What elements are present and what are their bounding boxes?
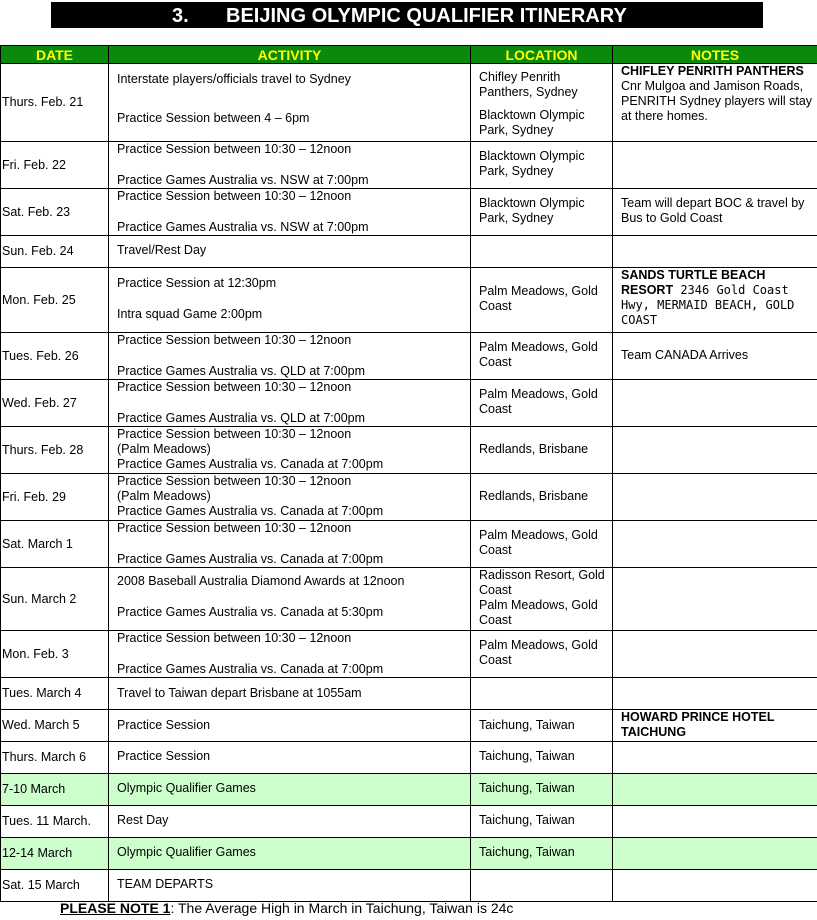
notes-cell — [613, 142, 817, 189]
table-row — [1, 333, 817, 380]
date-cell: Sun. Feb. 24 — [1, 236, 109, 268]
date-cell: Fri. Feb. 29 — [1, 474, 109, 521]
activity-line: Practice Games Australia vs. NSW at 7:00pm — [117, 173, 369, 187]
activity-cell — [109, 380, 471, 427]
location-line: Blacktown Olympic Park, Sydney — [479, 108, 585, 137]
activity-line: Practice Games Australia vs. Canada at 5:30pm — [117, 605, 384, 619]
location-line: Radisson Resort, Gold Coast — [479, 568, 605, 597]
location-cell — [471, 333, 613, 380]
header-date: DATE — [1, 46, 109, 64]
notes-cell — [613, 568, 817, 631]
activity-line: Practice Games Australia vs. Canada at 7:00pm — [117, 457, 384, 471]
table-row — [1, 870, 817, 902]
notes-text: Team CANADA Arrives — [621, 348, 749, 362]
location-cell — [471, 236, 613, 268]
activity-line: Practice Games Australia vs. QLD at 7:00pm — [117, 411, 366, 425]
location-cell — [471, 474, 613, 521]
date-cell: Mon. Feb. 25 — [1, 268, 109, 333]
activity-cell — [109, 870, 471, 902]
location-line: Taichung, Taiwan — [479, 845, 575, 859]
notes-cell — [613, 870, 817, 902]
date-cell: Thurs. March 6 — [1, 742, 109, 774]
location-line: Taichung, Taiwan — [479, 749, 575, 763]
location-line: Redlands, Brisbane — [479, 442, 589, 456]
activity-cell — [109, 774, 471, 806]
activity-line: Olympic Qualifier Games — [117, 845, 256, 859]
header-location: LOCATION — [471, 46, 613, 64]
location-line: Palm Meadows, Gold Coast — [479, 284, 598, 313]
table-row — [1, 710, 817, 742]
activity-line: Practice Session between 4 – 6pm — [117, 111, 310, 125]
notes-heading: CHIFLEY PENRITH PANTHERS — [621, 64, 804, 78]
itinerary-rows — [1, 64, 817, 902]
location-line: Taichung, Taiwan — [479, 718, 575, 732]
activity-cell — [109, 742, 471, 774]
table-row — [1, 678, 817, 710]
location-line: Palm Meadows, Gold Coast — [479, 598, 598, 627]
location-cell — [471, 678, 613, 710]
activity-line: Practice Session between 10:30 – 12noon — [117, 189, 352, 203]
activity-line: Practice Games Australia vs. QLD at 7:00pm — [117, 364, 366, 378]
table-row — [1, 427, 817, 474]
date-cell: Sun. March 2 — [1, 568, 109, 631]
activity-cell — [109, 474, 471, 521]
notes-cell — [613, 64, 817, 142]
table-row — [1, 774, 817, 806]
activity-line: Practice Games Australia vs. Canada at 7:00pm — [117, 504, 384, 518]
table-row — [1, 806, 817, 838]
notes-cell — [613, 806, 817, 838]
table-row — [1, 64, 817, 142]
notes-cell — [613, 268, 817, 333]
table-row — [1, 631, 817, 678]
location-cell — [471, 64, 613, 142]
activity-line: Interstate players/officials travel to Sydney — [117, 72, 351, 86]
activity-line: Practice Games Australia vs. NSW at 7:00pm — [117, 220, 369, 234]
location-line: Blacktown Olympic Park, Sydney — [479, 149, 585, 178]
activity-cell — [109, 806, 471, 838]
date-cell: Wed. March 5 — [1, 710, 109, 742]
date-cell: Sat. March 1 — [1, 521, 109, 568]
activity-cell — [109, 427, 471, 474]
date-cell: Tues. March 4 — [1, 678, 109, 710]
table-row — [1, 142, 817, 189]
date-cell: 7-10 March — [1, 774, 109, 806]
date-cell: 12-14 March — [1, 838, 109, 870]
table-row — [1, 568, 817, 631]
location-line: Palm Meadows, Gold Coast — [479, 387, 598, 416]
notes-cell — [613, 742, 817, 774]
activity-line: (Palm Meadows) — [117, 442, 211, 456]
activity-cell — [109, 142, 471, 189]
activity-line: Practice Session between 10:30 – 12noon — [117, 474, 352, 488]
footer-note — [60, 900, 513, 916]
activity-cell — [109, 268, 471, 333]
activity-line: Practice Session at 12:30pm — [117, 276, 277, 290]
activity-cell — [109, 521, 471, 568]
notes-cell — [613, 427, 817, 474]
date-cell: Tues. 11 March. — [1, 806, 109, 838]
date-cell: Sat. Feb. 23 — [1, 189, 109, 236]
notes-cell — [613, 838, 817, 870]
table-row — [1, 474, 817, 521]
location-line: Palm Meadows, Gold Coast — [479, 638, 598, 667]
location-line: Palm Meadows, Gold Coast — [479, 340, 598, 369]
activity-line: Practice Session between 10:30 – 12noon — [117, 521, 352, 535]
table-row — [1, 380, 817, 427]
location-cell — [471, 710, 613, 742]
activity-cell — [109, 678, 471, 710]
location-cell — [471, 806, 613, 838]
table-header-row — [1, 46, 817, 64]
activity-line: Practice Session — [117, 749, 211, 763]
activity-line: TEAM DEPARTS — [117, 877, 214, 891]
header-notes: NOTES — [613, 46, 817, 64]
activity-line: Practice Session between 10:30 – 12noon — [117, 427, 352, 441]
location-cell — [471, 568, 613, 631]
location-cell — [471, 631, 613, 678]
notes-cell — [613, 678, 817, 710]
location-cell — [471, 838, 613, 870]
location-cell — [471, 427, 613, 474]
date-cell: Mon. Feb. 3 — [1, 631, 109, 678]
notes-cell — [613, 774, 817, 806]
activity-line: Practice Session between 10:30 – 12noon — [117, 380, 352, 394]
activity-cell — [109, 64, 471, 142]
notes-heading: HOWARD PRINCE HOTEL TAICHUNG — [621, 710, 775, 739]
location-cell — [471, 774, 613, 806]
activity-line: Intra squad Game 2:00pm — [117, 307, 263, 321]
footer-note-text: : The Average High in March in Taichung, Taiwan is 24c — [170, 900, 514, 916]
itinerary-table — [0, 45, 817, 902]
activity-line: Practice Session between 10:30 – 12noon — [117, 631, 352, 645]
location-line: Blacktown Olympic Park, Sydney — [479, 196, 585, 225]
title-number: 3. — [172, 5, 189, 27]
activity-line: Rest Day — [117, 813, 169, 827]
location-cell — [471, 870, 613, 902]
location-cell — [471, 268, 613, 333]
location-cell — [471, 521, 613, 568]
activity-line: (Palm Meadows) — [117, 489, 211, 503]
activity-line: Practice Games Australia vs. Canada at 7:00pm — [117, 662, 384, 676]
activity-cell — [109, 189, 471, 236]
notes-text: Team will depart BOC & travel by Bus to Gold Coast — [621, 196, 805, 225]
date-cell: Fri. Feb. 22 — [1, 142, 109, 189]
activity-line: Olympic Qualifier Games — [117, 781, 256, 795]
activity-line: Travel to Taiwan depart Brisbane at 1055am — [117, 686, 362, 700]
table-row — [1, 268, 817, 333]
notes-cell — [613, 333, 817, 380]
document-title — [51, 2, 763, 28]
activity-line: Practice Session — [117, 718, 211, 732]
location-cell — [471, 189, 613, 236]
notes-heading: SANDS TURTLE BEACH RESORT — [621, 268, 766, 297]
table-row — [1, 189, 817, 236]
notes-cell — [613, 189, 817, 236]
location-line: Palm Meadows, Gold Coast — [479, 528, 598, 557]
location-line: Redlands, Brisbane — [479, 489, 589, 503]
date-cell: Thurs. Feb. 28 — [1, 427, 109, 474]
notes-address: 2346 Gold Coast Hwy, MERMAID BEACH, GOLD COAST — [621, 283, 795, 327]
location-line: Chifley Penrith Panthers, Sydney — [479, 70, 578, 99]
table-row — [1, 838, 817, 870]
header-activity: ACTIVITY — [109, 46, 471, 64]
activity-cell — [109, 236, 471, 268]
location-cell — [471, 742, 613, 774]
date-cell: Tues. Feb. 26 — [1, 333, 109, 380]
activity-line: Travel/Rest Day — [117, 243, 207, 257]
location-cell — [471, 142, 613, 189]
activity-line: 2008 Baseball Australia Diamond Awards at 12noon — [117, 574, 405, 588]
activity-cell — [109, 631, 471, 678]
activity-line: Practice Session between 10:30 – 12noon — [117, 142, 352, 156]
activity-cell — [109, 710, 471, 742]
location-cell — [471, 380, 613, 427]
date-cell: Wed. Feb. 27 — [1, 380, 109, 427]
notes-cell — [613, 236, 817, 268]
notes-cell — [613, 474, 817, 521]
notes-cell — [613, 631, 817, 678]
notes-cell — [613, 710, 817, 742]
activity-line: Practice Games Australia vs. Canada at 7:00pm — [117, 552, 384, 566]
location-line: Taichung, Taiwan — [479, 813, 575, 827]
date-cell: Thurs. Feb. 21 — [1, 64, 109, 142]
table-row — [1, 236, 817, 268]
activity-line: Practice Session between 10:30 – 12noon — [117, 333, 352, 347]
notes-cell — [613, 380, 817, 427]
activity-cell — [109, 568, 471, 631]
activity-cell — [109, 838, 471, 870]
footer-note-label: PLEASE NOTE 1 — [60, 900, 171, 916]
table-row — [1, 742, 817, 774]
title-text: BEIJING OLYMPIC QUALIFIER ITINERARY — [226, 5, 627, 27]
table-row — [1, 521, 817, 568]
notes-text: Cnr Mulgoa and Jamison Roads, PENRITH Sydney players will stay at there homes. — [621, 79, 813, 123]
notes-cell — [613, 521, 817, 568]
activity-cell — [109, 333, 471, 380]
location-line: Taichung, Taiwan — [479, 781, 575, 795]
date-cell: Sat. 15 March — [1, 870, 109, 902]
